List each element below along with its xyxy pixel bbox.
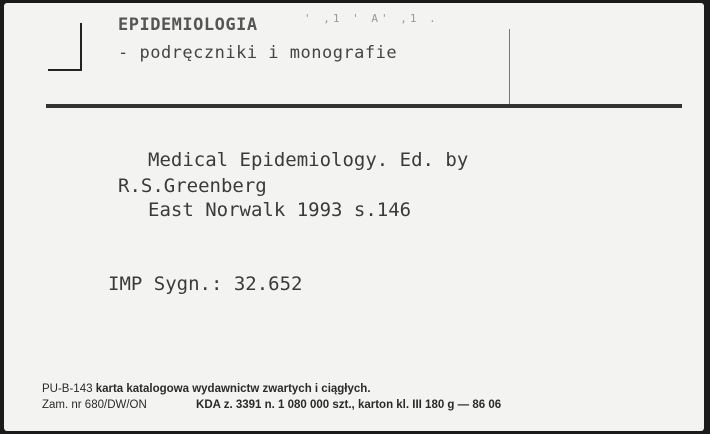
subject-subheading: - podręczniki i monografie <box>118 43 398 63</box>
order-number: Zam. nr 680/DW/ON <box>42 399 147 411</box>
entry-title: Medical Epidemiology. Ed. by <box>148 149 469 171</box>
faint-marks: ' ,1 ' A' ,1 . <box>304 12 439 25</box>
corner-mark-vertical <box>80 23 82 71</box>
subject-heading: EPIDEMIOLOGIA <box>118 15 258 35</box>
catalog-card <box>4 3 704 431</box>
print-details: KDA z. 3391 n. 1 080 000 szt., karton kl. III 180 g — 86 06 <box>196 399 502 411</box>
corner-mark-horizontal <box>48 69 82 71</box>
form-code: PU-B-143 <box>42 383 93 395</box>
entry-editor: R.S.Greenberg <box>118 175 267 197</box>
header-rule <box>46 104 682 108</box>
header-divider <box>509 29 510 105</box>
call-number: IMP Sygn.: 32.652 <box>108 273 303 295</box>
footer-line-1 <box>42 383 371 395</box>
entry-publication: East Norwalk 1993 s.146 <box>148 199 412 221</box>
footer-line-2 <box>42 399 501 411</box>
form-description: karta katalogowa wydawnictw zwartych i ciągłych. <box>95 383 371 395</box>
